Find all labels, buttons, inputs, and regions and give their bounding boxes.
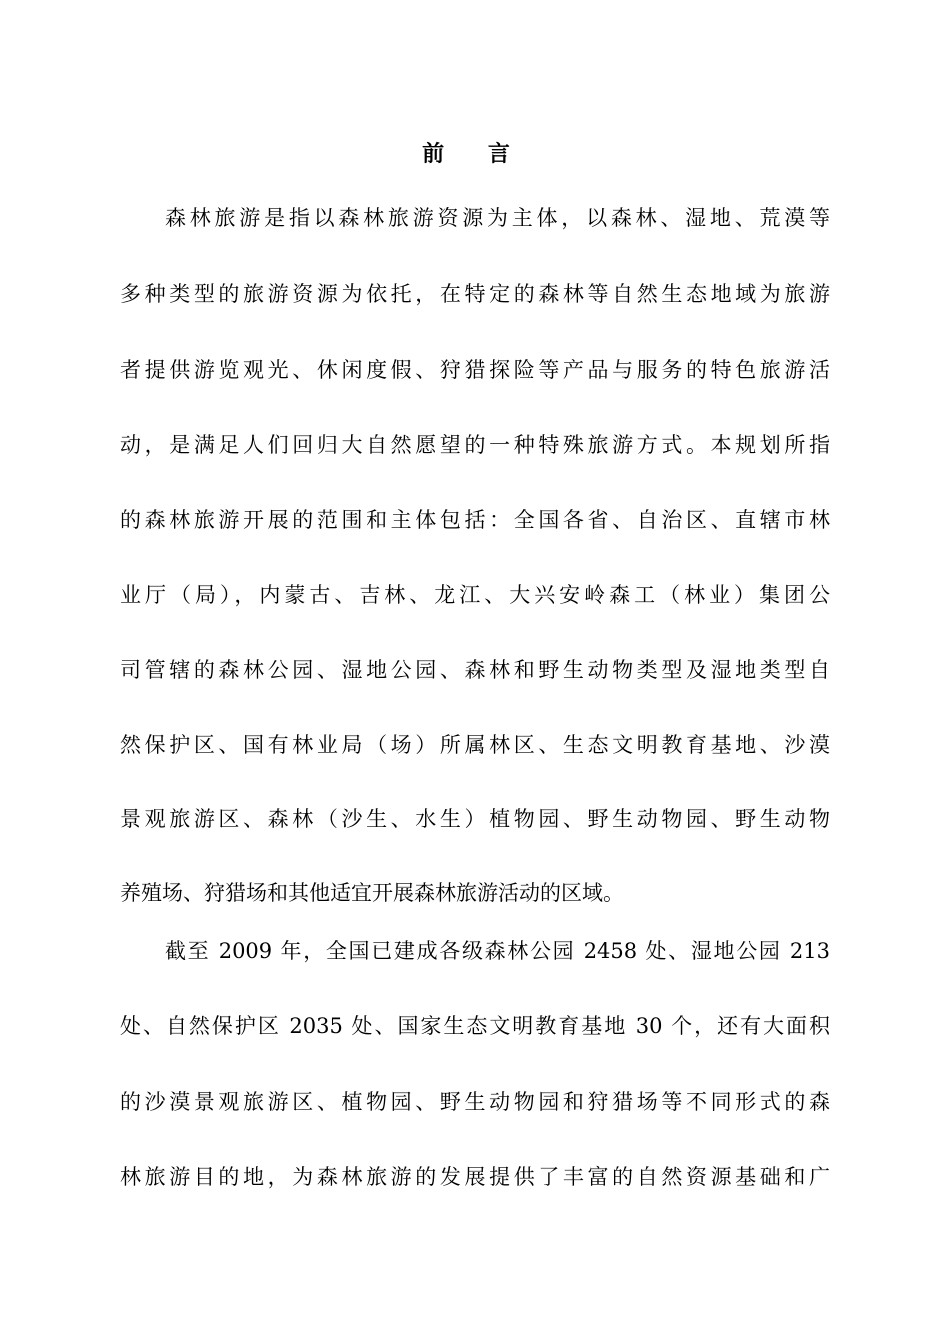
text-line: 景观旅游区、森林（沙生、水生）植物园、野生动物园、野生动物 <box>120 807 830 831</box>
text-line: 者提供游览观光、休闲度假、狩猎探险等产品与服务的特色旅游活 <box>120 358 830 382</box>
text-line: 的森林旅游开展的范围和主体包括：全国各省、自治区、直辖市林 <box>120 508 830 532</box>
text-line: 养殖场、狩猎场和其他适宜开展森林旅游活动的区域。 <box>120 881 624 905</box>
page-title: 前 言 <box>422 141 528 167</box>
text-line: 多种类型的旅游资源为依托，在特定的森林等自然生态地域为旅游 <box>120 282 830 306</box>
text-line: 森林旅游是指以森林旅游资源为主体，以森林、湿地、荒漠等 <box>165 206 830 230</box>
text-line: 然保护区、国有林业局（场）所属林区、生态文明教育基地、沙漠 <box>120 733 830 757</box>
text-line: 司管辖的森林公园、湿地公园、森林和野生动物类型及湿地类型自 <box>120 658 830 682</box>
text-line: 截至 2009 年，全国已建成各级森林公园 2458 处、湿地公园 213 <box>165 939 830 963</box>
text-line: 林旅游目的地，为森林旅游的发展提供了丰富的自然资源基础和广 <box>120 1165 830 1189</box>
text-line: 处、自然保护区 2035 处、国家生态文明教育基地 30 个，还有大面积 <box>120 1014 830 1038</box>
text-line: 动，是满足人们回归大自然愿望的一种特殊旅游方式。本规划所指 <box>120 433 830 457</box>
text-line: 的沙漠景观旅游区、植物园、野生动物园和狩猎场等不同形式的森 <box>120 1090 830 1114</box>
text-line: 业厅（局），内蒙古、吉林、龙江、大兴安岭森工（林业）集团公 <box>120 583 830 607</box>
